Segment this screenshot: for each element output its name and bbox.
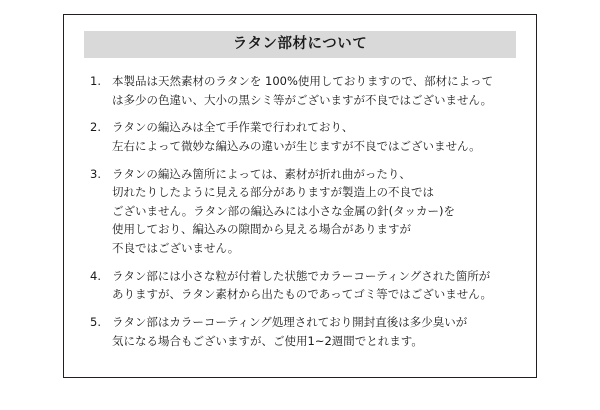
list-item-number: 5. [90,314,101,329]
list-item-body [112,72,512,109]
list-item-line: ラタンの編込み箇所によっては、素材が折れ曲がったり、 [112,166,411,181]
list-item-number: 1. [90,74,101,88]
list-item-line: 左右によって微妙な編込みの違いが生じますが不良ではございません。 [112,138,481,153]
list-item-number: 4. [90,268,101,283]
list-item-line: 気になる場合もございますが、ご使用1~2週間でとれます。 [112,333,423,348]
list-item-line: 使用しており、編込みの隙間から見える場合がありますが [112,222,411,237]
list-item-line: ございません。ラタン部の編込みには小さな金属の針(タッカー)を [112,203,456,218]
list-item [90,313,512,350]
notice-item-list [82,72,518,350]
list-item [90,72,512,109]
list-item-line: 不良ではございません。 [112,241,240,255]
page-title: ラタン部材について [232,36,368,53]
list-item-line: は多少の色違い、大小の黒シミ等がございますが不良ではございません。 [112,92,493,107]
list-item-body [112,118,512,155]
list-item-line: ありますが、ラタン素材から出たものであってゴミ等ではございません。 [112,287,492,302]
list-item-line: ラタン部はカラーコーティング処理されており開封直後は多少臭いが [112,314,468,329]
list-item-line: 本製品は天然素材のラタンを 100%使用しておりますので、部材によって [112,74,494,88]
list-item [90,118,512,155]
list-item-line: ラタンの編込みは全て手作業で行われており、 [112,120,354,135]
list-item [90,165,512,258]
notice-title-bar [84,31,516,58]
list-item [90,267,512,304]
list-item-number: 2. [90,120,101,135]
rattan-notice-card [63,14,537,378]
list-item-body [112,165,512,258]
list-item-body [112,313,512,350]
list-item-number: 3. [90,166,101,181]
list-item-line: 切れたりしたように見える部分がありますが製造上の不良では [112,185,434,200]
list-item-body [112,267,512,304]
notice-inner [64,15,536,369]
list-item-line: ラタン部には小さな粒が付着した状態でカラーコーティングされた箇所が [112,268,491,283]
